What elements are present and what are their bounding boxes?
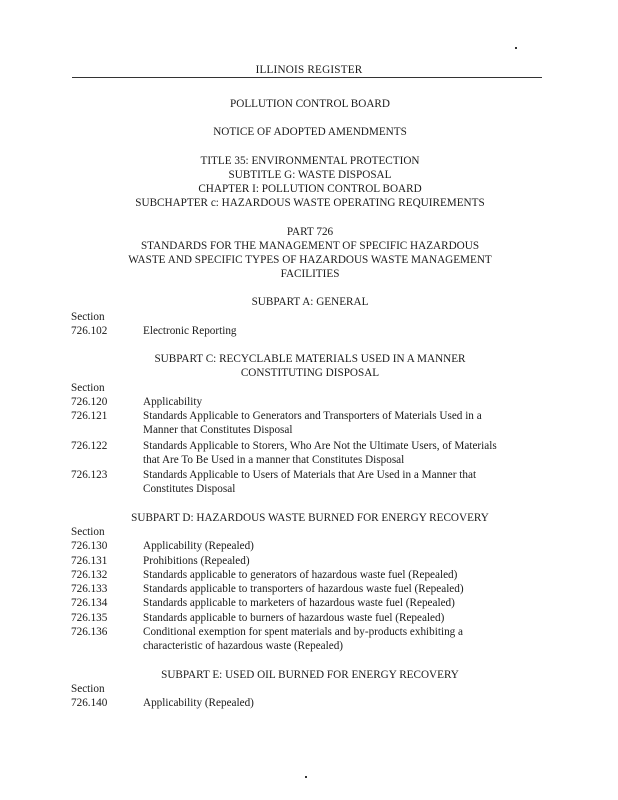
subpart-heading: SUBPART E: USED OIL BURNED FOR ENERGY RECOVERY xyxy=(161,669,459,681)
section-title-continued: Manner that Constitutes Disposal xyxy=(143,424,293,436)
part-number: PART 726 xyxy=(286,226,334,238)
section-title: Applicability (Repealed) xyxy=(143,540,254,552)
notice-title: NOTICE OF ADOPTED AMENDMENTS xyxy=(213,126,407,138)
section-title: Standards applicable to transporters of hazardous waste fuel (Repealed) xyxy=(143,583,464,595)
part-name-line: STANDARDS FOR THE MANAGEMENT OF SPECIFIC HAZARDOUS xyxy=(140,240,480,252)
title-line: TITLE 35: ENVIRONMENTAL PROTECTION xyxy=(200,155,420,167)
chapter-line: CHAPTER I: POLLUTION CONTROL BOARD xyxy=(198,183,422,195)
section-number: 726.134 xyxy=(71,597,108,609)
section-number: 726.121 xyxy=(71,410,108,422)
section-number: 726.131 xyxy=(71,555,108,567)
section-title-continued: Constitutes Disposal xyxy=(143,483,236,495)
section-title: Standards applicable to marketers of hazardous waste fuel (Repealed) xyxy=(143,597,455,609)
section-label: Section xyxy=(71,683,105,695)
section-title: Prohibitions (Repealed) xyxy=(143,555,250,567)
subpart-heading: CONSTITUTING DISPOSAL xyxy=(240,367,380,379)
subpart-heading: SUBPART D: HAZARDOUS WASTE BURNED FOR ENERGY RECOVERY xyxy=(131,512,489,524)
section-title: Electronic Reporting xyxy=(143,325,237,337)
section-number: 726.130 xyxy=(71,540,108,552)
scan-speck xyxy=(305,776,307,778)
section-number: 726.102 xyxy=(71,325,108,337)
section-title: Standards applicable to generators of hazardous waste fuel (Repealed) xyxy=(143,569,458,581)
section-label: Section xyxy=(71,311,105,323)
section-number: 726.122 xyxy=(71,440,108,452)
section-title: Standards Applicable to Users of Materials that Are Used in a Manner that xyxy=(143,469,477,481)
section-title-continued: that Are To Be Used in a manner that Constitutes Disposal xyxy=(143,454,405,466)
subchapter-line: SUBCHAPTER c: HAZARDOUS WASTE OPERATING REQUIREMENTS xyxy=(135,197,485,209)
section-title: Standards Applicable to Generators and Transporters of Materials Used in a xyxy=(143,410,482,422)
subpart-heading: SUBPART C: RECYCLABLE MATERIALS USED IN A MANNER xyxy=(154,353,466,365)
section-label: Section xyxy=(71,382,105,394)
part-name-line: WASTE AND SPECIFIC TYPES OF HAZARDOUS WASTE MANAGEMENT xyxy=(128,254,492,266)
section-number: 726.133 xyxy=(71,583,108,595)
section-title-continued: characteristic of hazardous waste (Repealed) xyxy=(143,640,344,652)
register-header: ILLINOIS REGISTER xyxy=(255,64,363,76)
scan-speck xyxy=(515,47,517,49)
section-title: Applicability xyxy=(143,396,203,408)
section-number: 726.132 xyxy=(71,569,108,581)
section-title: Standards applicable to burners of hazardous waste fuel (Repealed) xyxy=(143,612,445,624)
subtitle-line: SUBTITLE G: WASTE DISPOSAL xyxy=(228,169,392,181)
section-title: Standards Applicable to Storers, Who Are Not the Ultimate Users, of Materials xyxy=(143,440,497,452)
section-title: Applicability (Repealed) xyxy=(143,697,254,709)
section-number: 726.136 xyxy=(71,626,108,638)
section-label: Section xyxy=(71,526,105,538)
section-title: Conditional exemption for spent materials and by-products exhibiting a xyxy=(143,626,464,638)
section-number: 726.140 xyxy=(71,697,108,709)
subpart-heading: SUBPART A: GENERAL xyxy=(251,296,369,308)
header-rule xyxy=(72,77,542,78)
section-number: 726.123 xyxy=(71,469,108,481)
section-number: 726.120 xyxy=(71,396,108,408)
board-name: POLLUTION CONTROL BOARD xyxy=(230,98,390,110)
section-number: 726.135 xyxy=(71,612,108,624)
part-name-line: FACILITIES xyxy=(280,268,340,280)
